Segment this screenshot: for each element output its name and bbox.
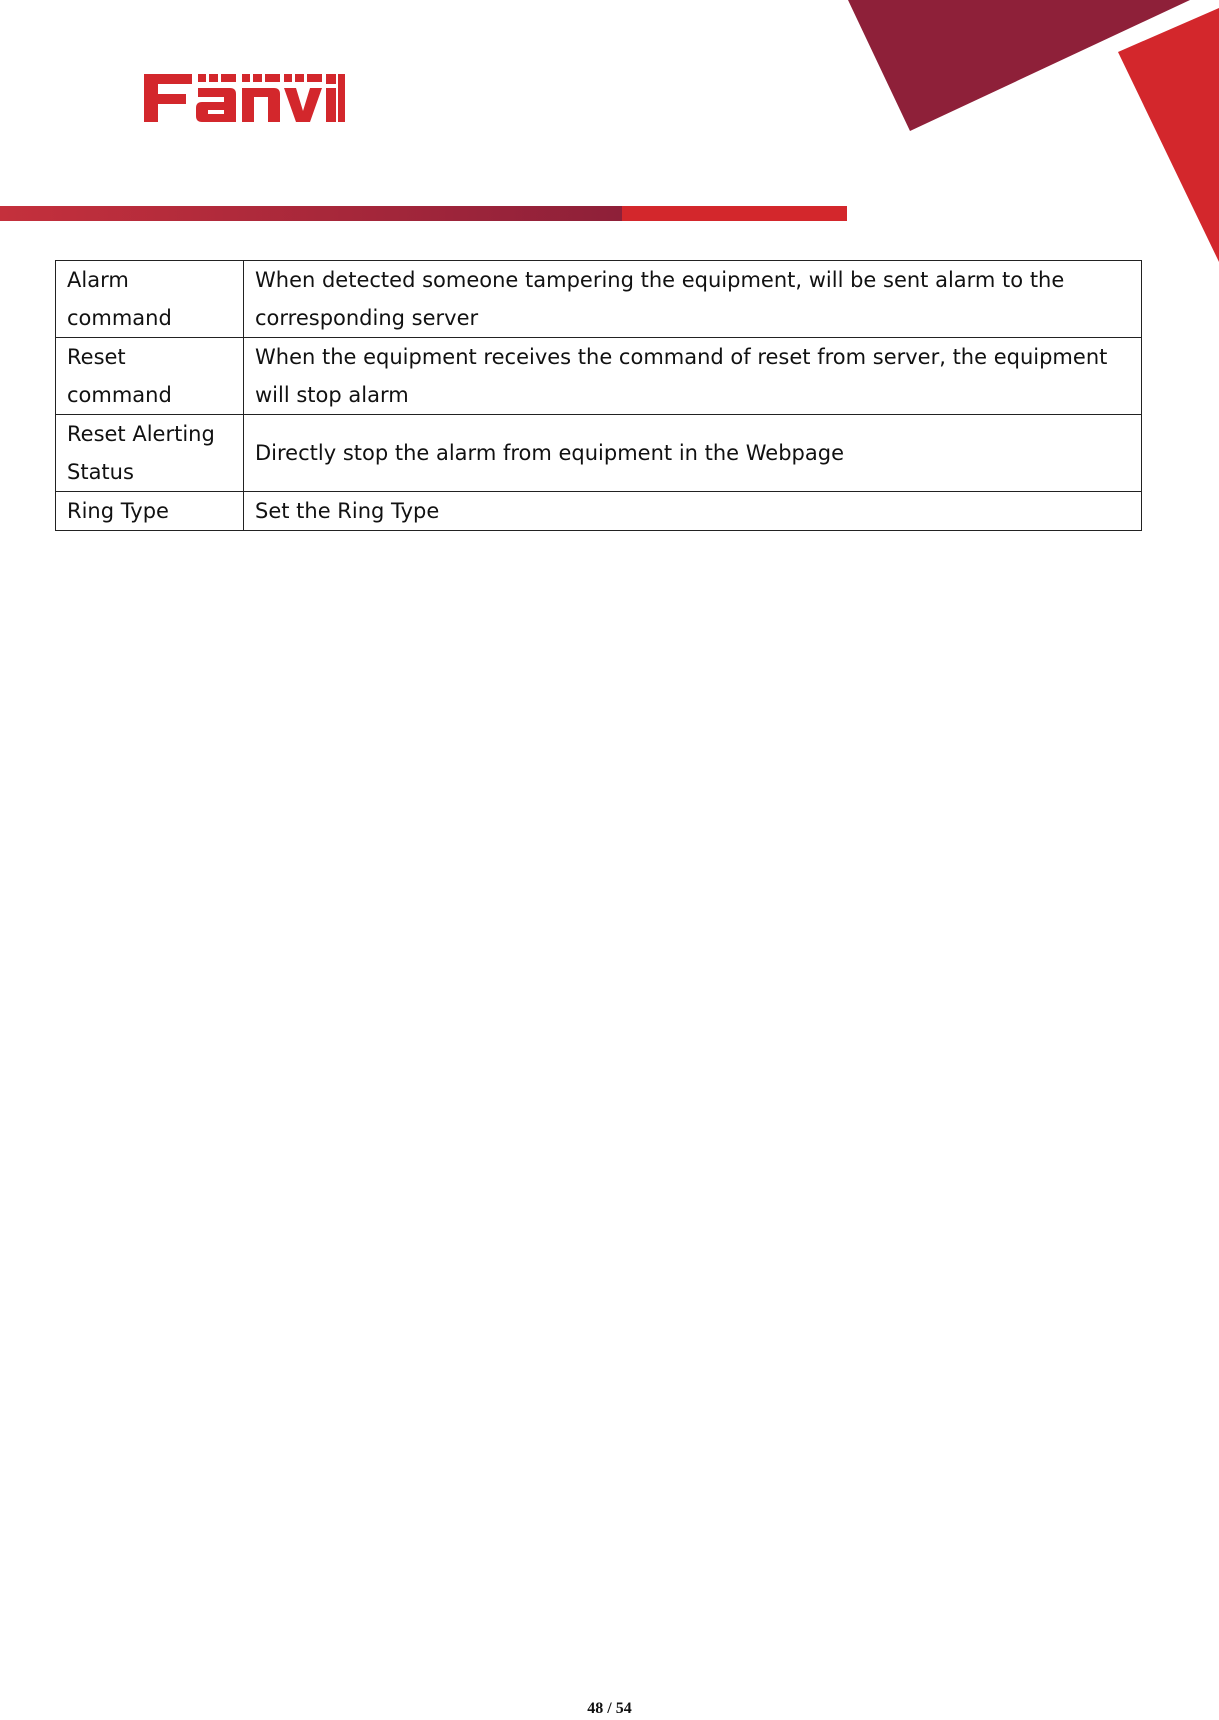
row-name: Ring Type [56,492,244,531]
command-table [55,260,1142,531]
row-name: Reset Alerting Status [56,415,244,492]
table-row [56,261,1142,338]
row-description: When detected someone tampering the equipment, will be sent alarm to the corresponding server [244,261,1142,338]
row-description: Set the Ring Type [244,492,1142,531]
header-decoration [0,0,1219,270]
table-row [56,415,1142,492]
red-triangle [1118,8,1219,262]
row-description: When the equipment receives the command of reset from server, the equipment will stop alarm [244,338,1142,415]
red-bar [622,206,847,221]
page-number: 48 / 54 [587,1700,632,1717]
fanvil-logo [140,66,345,126]
row-name: Alarm command [56,261,244,338]
row-description: Directly stop the alarm from equipment in the Webpage [244,415,1142,492]
row-name: Reset command [56,338,244,415]
table-row [56,492,1142,531]
gradient-bar [0,206,622,221]
table-row [56,338,1142,415]
